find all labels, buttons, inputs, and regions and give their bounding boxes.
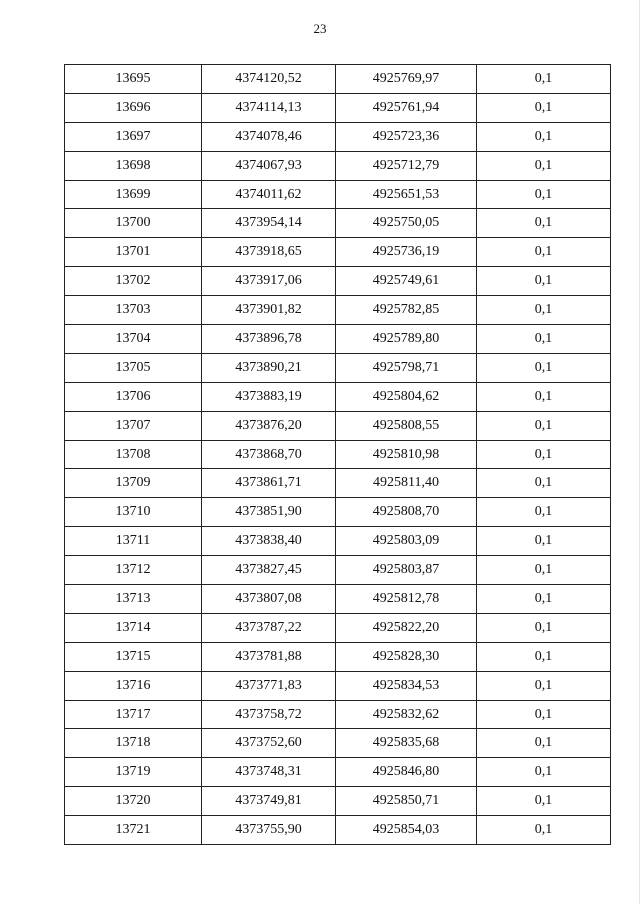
accuracy-cell: 0,1 — [477, 556, 611, 585]
accuracy-cell: 0,1 — [477, 440, 611, 469]
x-coordinate-cell: 4373876,20 — [202, 411, 336, 440]
table-row — [65, 296, 611, 325]
y-coordinate-cell: 4925822,20 — [336, 613, 477, 642]
x-coordinate-cell: 4373851,90 — [202, 498, 336, 527]
y-coordinate-cell: 4925803,87 — [336, 556, 477, 585]
point-number-cell: 13696 — [65, 93, 202, 122]
table-row — [65, 527, 611, 556]
accuracy-cell: 0,1 — [477, 65, 611, 94]
accuracy-cell: 0,1 — [477, 353, 611, 382]
x-coordinate-cell: 4373787,22 — [202, 613, 336, 642]
point-number-cell: 13710 — [65, 498, 202, 527]
table-row — [65, 65, 611, 94]
table-row — [65, 267, 611, 296]
x-coordinate-cell: 4373838,40 — [202, 527, 336, 556]
accuracy-cell: 0,1 — [477, 729, 611, 758]
point-number-cell: 13705 — [65, 353, 202, 382]
accuracy-cell: 0,1 — [477, 325, 611, 354]
y-coordinate-cell: 4925846,80 — [336, 758, 477, 787]
table-row — [65, 238, 611, 267]
point-number-cell: 13695 — [65, 65, 202, 94]
accuracy-cell: 0,1 — [477, 613, 611, 642]
accuracy-cell: 0,1 — [477, 238, 611, 267]
table-row — [65, 353, 611, 382]
x-coordinate-cell: 4373901,82 — [202, 296, 336, 325]
table-row — [65, 122, 611, 151]
y-coordinate-cell: 4925798,71 — [336, 353, 477, 382]
point-number-cell: 13712 — [65, 556, 202, 585]
accuracy-cell: 0,1 — [477, 816, 611, 845]
accuracy-cell: 0,1 — [477, 671, 611, 700]
point-number-cell: 13700 — [65, 209, 202, 238]
table-row — [65, 556, 611, 585]
point-number-cell: 13713 — [65, 585, 202, 614]
y-coordinate-cell: 4925651,53 — [336, 180, 477, 209]
y-coordinate-cell: 4925835,68 — [336, 729, 477, 758]
accuracy-cell: 0,1 — [477, 93, 611, 122]
y-coordinate-cell: 4925832,62 — [336, 700, 477, 729]
x-coordinate-cell: 4373749,81 — [202, 787, 336, 816]
point-number-cell: 13708 — [65, 440, 202, 469]
y-coordinate-cell: 4925789,80 — [336, 325, 477, 354]
accuracy-cell: 0,1 — [477, 700, 611, 729]
accuracy-cell: 0,1 — [477, 296, 611, 325]
x-coordinate-cell: 4373781,88 — [202, 642, 336, 671]
y-coordinate-cell: 4925811,40 — [336, 469, 477, 498]
point-number-cell: 13702 — [65, 267, 202, 296]
point-number-cell: 13721 — [65, 816, 202, 845]
point-number-cell: 13697 — [65, 122, 202, 151]
y-coordinate-cell: 4925712,79 — [336, 151, 477, 180]
x-coordinate-cell: 4374011,62 — [202, 180, 336, 209]
accuracy-cell: 0,1 — [477, 642, 611, 671]
accuracy-cell: 0,1 — [477, 209, 611, 238]
x-coordinate-cell: 4373758,72 — [202, 700, 336, 729]
y-coordinate-cell: 4925804,62 — [336, 382, 477, 411]
table-row — [65, 642, 611, 671]
table-row — [65, 613, 611, 642]
table-row — [65, 209, 611, 238]
x-coordinate-cell: 4374120,52 — [202, 65, 336, 94]
coordinates-table — [64, 64, 611, 845]
accuracy-cell: 0,1 — [477, 267, 611, 296]
point-number-cell: 13720 — [65, 787, 202, 816]
y-coordinate-cell: 4925749,61 — [336, 267, 477, 296]
y-coordinate-cell: 4925750,05 — [336, 209, 477, 238]
x-coordinate-cell: 4374078,46 — [202, 122, 336, 151]
page-number: 23 — [313, 21, 327, 36]
x-coordinate-cell: 4373883,19 — [202, 382, 336, 411]
point-number-cell: 13699 — [65, 180, 202, 209]
table-row — [65, 93, 611, 122]
coordinates-table-body — [65, 65, 611, 845]
accuracy-cell: 0,1 — [477, 469, 611, 498]
point-number-cell: 13715 — [65, 642, 202, 671]
x-coordinate-cell: 4373868,70 — [202, 440, 336, 469]
x-coordinate-cell: 4373954,14 — [202, 209, 336, 238]
point-number-cell: 13709 — [65, 469, 202, 498]
x-coordinate-cell: 4373748,31 — [202, 758, 336, 787]
x-coordinate-cell: 4373917,06 — [202, 267, 336, 296]
x-coordinate-cell: 4373807,08 — [202, 585, 336, 614]
accuracy-cell: 0,1 — [477, 122, 611, 151]
y-coordinate-cell: 4925761,94 — [336, 93, 477, 122]
point-number-cell: 13704 — [65, 325, 202, 354]
point-number-cell: 13701 — [65, 238, 202, 267]
y-coordinate-cell: 4925810,98 — [336, 440, 477, 469]
accuracy-cell: 0,1 — [477, 151, 611, 180]
table-row — [65, 411, 611, 440]
x-coordinate-cell: 4373755,90 — [202, 816, 336, 845]
point-number-cell: 13711 — [65, 527, 202, 556]
table-row — [65, 151, 611, 180]
table-row — [65, 440, 611, 469]
y-coordinate-cell: 4925769,97 — [336, 65, 477, 94]
accuracy-cell: 0,1 — [477, 787, 611, 816]
x-coordinate-cell: 4373918,65 — [202, 238, 336, 267]
table-row — [65, 180, 611, 209]
table-row — [65, 700, 611, 729]
point-number-cell: 13718 — [65, 729, 202, 758]
y-coordinate-cell: 4925850,71 — [336, 787, 477, 816]
table-row — [65, 382, 611, 411]
point-number-cell: 13703 — [65, 296, 202, 325]
table-row — [65, 325, 611, 354]
table-row — [65, 671, 611, 700]
x-coordinate-cell: 4373827,45 — [202, 556, 336, 585]
accuracy-cell: 0,1 — [477, 382, 611, 411]
point-number-cell: 13716 — [65, 671, 202, 700]
accuracy-cell: 0,1 — [477, 758, 611, 787]
point-number-cell: 13714 — [65, 613, 202, 642]
y-coordinate-cell: 4925828,30 — [336, 642, 477, 671]
y-coordinate-cell: 4925808,55 — [336, 411, 477, 440]
table-row — [65, 729, 611, 758]
x-coordinate-cell: 4373896,78 — [202, 325, 336, 354]
x-coordinate-cell: 4373771,83 — [202, 671, 336, 700]
point-number-cell: 13717 — [65, 700, 202, 729]
y-coordinate-cell: 4925808,70 — [336, 498, 477, 527]
table-row — [65, 498, 611, 527]
x-coordinate-cell: 4373890,21 — [202, 353, 336, 382]
accuracy-cell: 0,1 — [477, 527, 611, 556]
x-coordinate-cell: 4373752,60 — [202, 729, 336, 758]
y-coordinate-cell: 4925812,78 — [336, 585, 477, 614]
x-coordinate-cell: 4374114,13 — [202, 93, 336, 122]
y-coordinate-cell: 4925834,53 — [336, 671, 477, 700]
accuracy-cell: 0,1 — [477, 411, 611, 440]
y-coordinate-cell: 4925723,36 — [336, 122, 477, 151]
table-row — [65, 816, 611, 845]
point-number-cell: 13707 — [65, 411, 202, 440]
y-coordinate-cell: 4925736,19 — [336, 238, 477, 267]
accuracy-cell: 0,1 — [477, 498, 611, 527]
accuracy-cell: 0,1 — [477, 180, 611, 209]
table-row — [65, 469, 611, 498]
y-coordinate-cell: 4925803,09 — [336, 527, 477, 556]
point-number-cell: 13698 — [65, 151, 202, 180]
accuracy-cell: 0,1 — [477, 585, 611, 614]
table-row — [65, 758, 611, 787]
table-row — [65, 585, 611, 614]
y-coordinate-cell: 4925782,85 — [336, 296, 477, 325]
x-coordinate-cell: 4374067,93 — [202, 151, 336, 180]
x-coordinate-cell: 4373861,71 — [202, 469, 336, 498]
point-number-cell: 13706 — [65, 382, 202, 411]
point-number-cell: 13719 — [65, 758, 202, 787]
table-row — [65, 787, 611, 816]
y-coordinate-cell: 4925854,03 — [336, 816, 477, 845]
